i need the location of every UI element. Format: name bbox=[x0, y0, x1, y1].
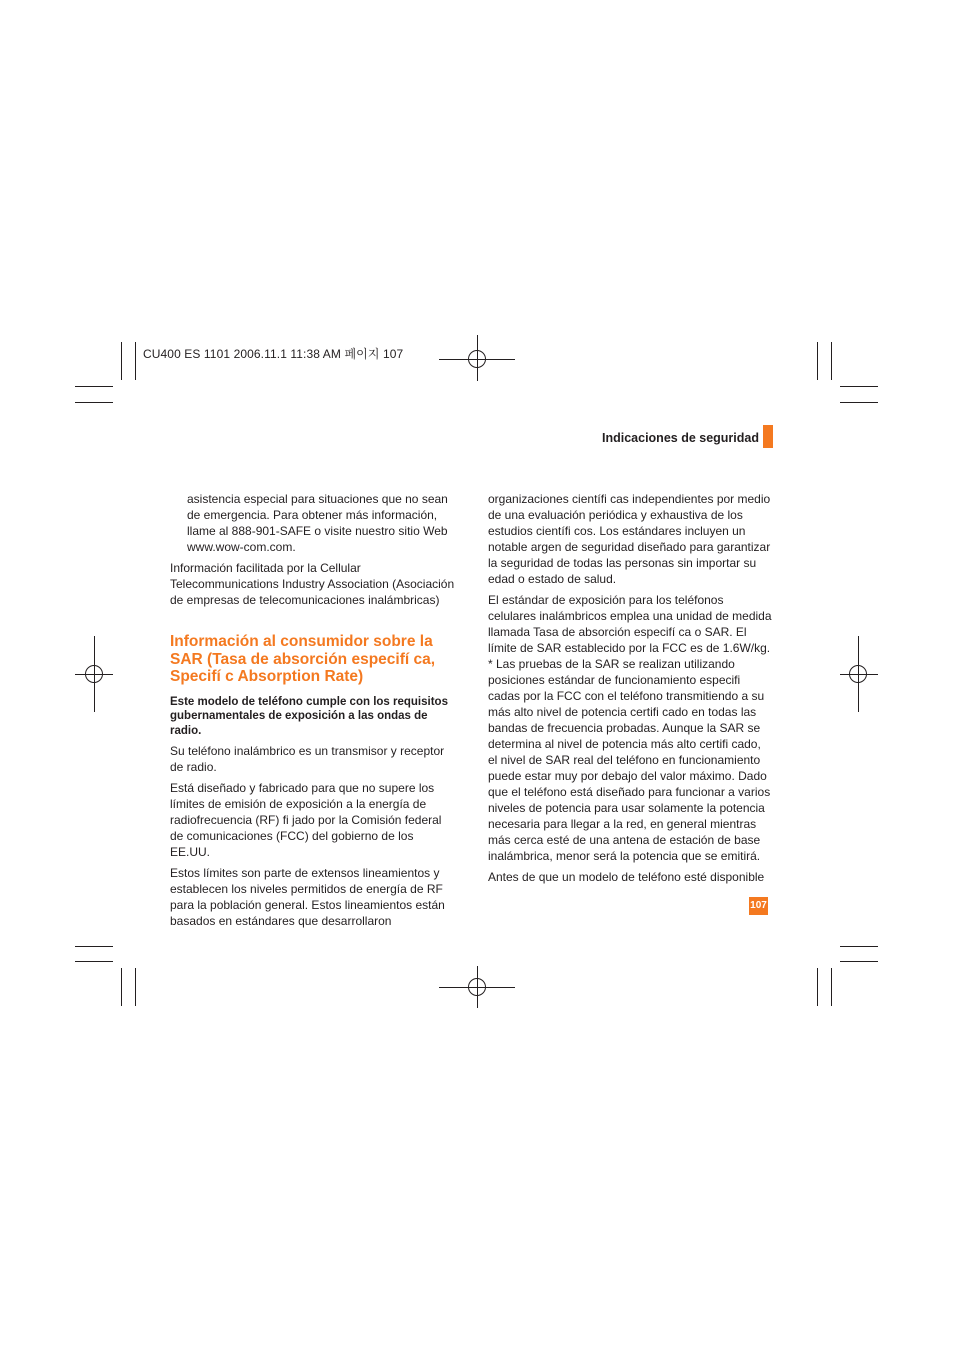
crop-mark bbox=[75, 946, 113, 947]
section-title: Indicaciones de seguridad bbox=[602, 431, 759, 445]
crop-mark bbox=[840, 386, 878, 387]
crop-mark bbox=[75, 386, 113, 387]
body-paragraph: Su teléfono inalámbrico es un transmisor y receptor de radio. bbox=[170, 744, 445, 774]
print-slug: CU400 ES 1101 2006.11.1 11:38 AM 페이지 107 bbox=[143, 347, 404, 361]
crop-mark bbox=[135, 968, 136, 1006]
crop-mark bbox=[121, 968, 122, 1006]
crop-mark bbox=[75, 402, 113, 403]
crop-mark bbox=[840, 946, 878, 947]
section-tab-marker bbox=[763, 425, 773, 448]
crop-mark bbox=[831, 968, 832, 1006]
credit-paragraph: Información facilitada por la Cellular Telecommunications Industry Association (Asociación de empresas de telecomunicaciones inalámbricas) bbox=[170, 561, 455, 607]
body-paragraph: Estos límites son parte de extensos lineamientos y establecen los niveles permitidos de energía de RF para la población general. Estos lineamientos están basados en estándares que desarrollaron bbox=[170, 866, 445, 928]
page-number: 107 bbox=[749, 897, 768, 915]
body-paragraph: Antes de que un modelo de teléfono esté disponible bbox=[488, 870, 765, 884]
body-paragraph: organizaciones científi cas independientes por medio de una evaluación periódica y exhaustiva de los estudios científi cos. Los estándares incluyen un notable argen de seguridad diseñado para garantizar la seguridad de todas las personas sin importar su edad o estado de salud. bbox=[488, 492, 771, 586]
crop-mark bbox=[840, 961, 878, 962]
crop-mark bbox=[831, 342, 832, 380]
body-paragraph: El estándar de exposición para los teléfonos celulares inalámbricos emplea una unidad de medida llamada Tasa de absorción especifí ca o SAR. El límite de SAR establecido por la FCC es de 1.6W/kg. * Las pruebas de la SAR se realizan utilizando posiciones estándar de funcionamiento especifi cadas por la FCC con el teléfono transmitiendo a su más alto nivel de potencia certifi cado en todas las bandas de frecuencia probadas. Aunque la SAR se determina al nivel de potencia más alto certifi cado, el nivel de SAR real del teléfono en funcionamiento puede estar muy por debajo del valor máximo. Dado que el teléfono está diseñado para funcionar a varios niveles de potencia para usar solamente la potencia necesaria para llegar a la red, en general mientras más cerca esté de una antena de estación de base inalámbrica, menor será la potencia que se emitirá. bbox=[488, 593, 772, 863]
left-column bbox=[170, 491, 455, 934]
right-column bbox=[488, 491, 773, 890]
sar-heading: Información al consumidor sobre la SAR (Tasa de absorción especifí ca, Specifí c Absorption Rate) bbox=[170, 633, 436, 685]
intro-paragraph: asistencia especial para situaciones que no sean de emergencia. Para obtener más información, llame al 888-901-SAFE o visite nuestro sitio Web www.wow-com.com. bbox=[187, 492, 448, 554]
lead-paragraph: Este modelo de teléfono cumple con los requisitos gubernamentales de exposición a las ondas de radio. bbox=[170, 695, 448, 737]
crop-mark bbox=[75, 961, 113, 962]
crop-mark bbox=[135, 342, 136, 380]
crop-mark bbox=[121, 342, 122, 380]
crop-mark bbox=[840, 402, 878, 403]
body-paragraph: Está diseñado y fabricado para que no supere los límites de emisión de exposición a la energía de radiofrecuencia (RF) fi jado por la Comisión federal de comunicaciones (FCC) del gobierno de los EE.UU. bbox=[170, 781, 442, 859]
crop-mark bbox=[817, 342, 818, 380]
crop-mark bbox=[817, 968, 818, 1006]
